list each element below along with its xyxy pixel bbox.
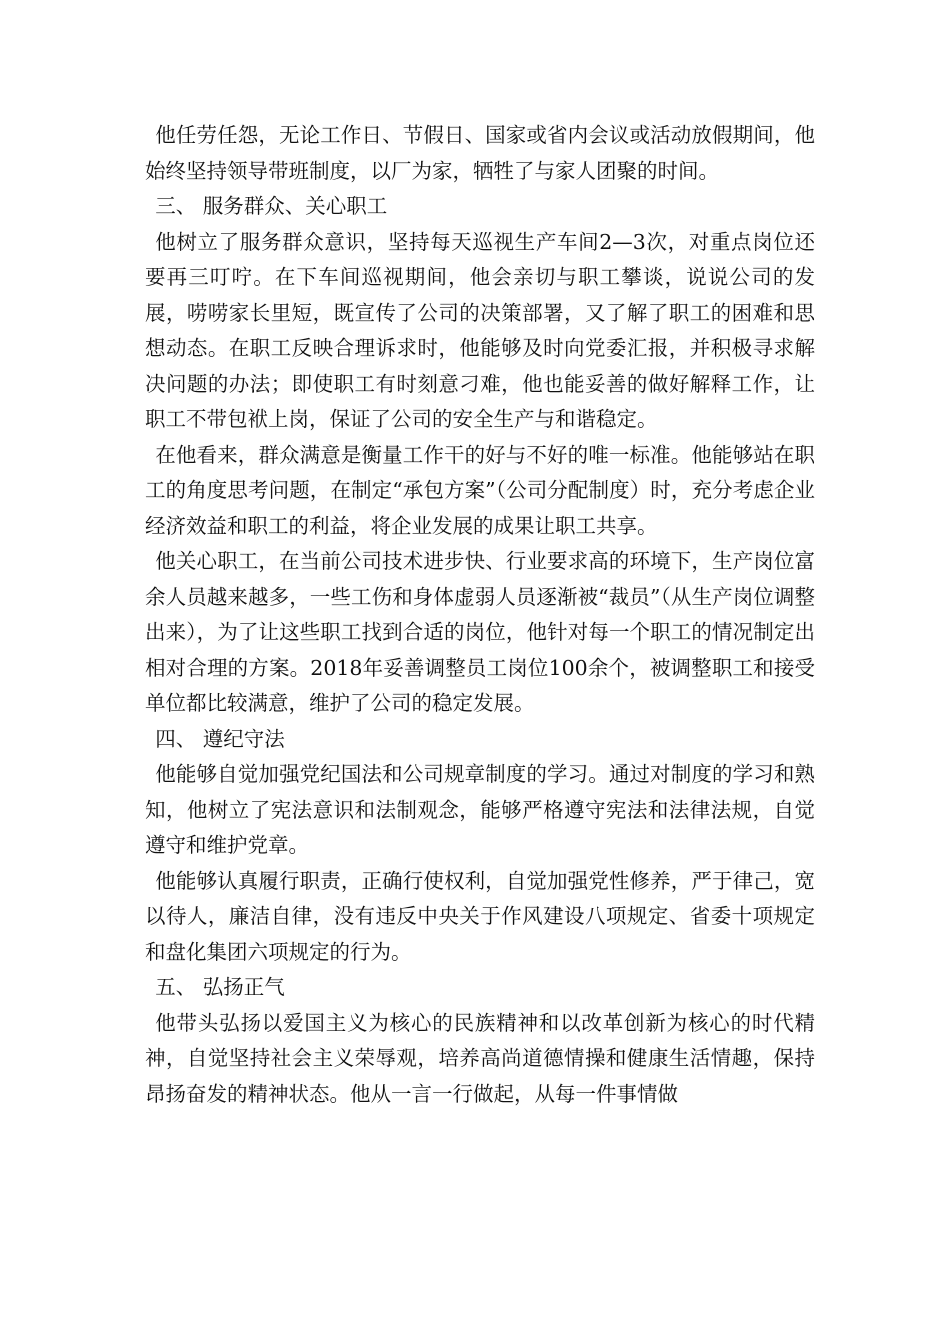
document-body (145, 118, 815, 1112)
paragraph-care-workers: 他关心职工，在当前公司技术进步快、行业要求高的环境下，生产岗位富余人员越来越多，一些工伤和身体虚弱人员逐渐被“裁员”（从生产岗位调整出来），为了让这些职工找到合适的岗位，他针对每一个职工的情况制定出相对合理的方案。2018年妥善调整员工岗位100余个，被调整职工和接受单位都比较满意，维护了公司的稳定发展。 (145, 549, 815, 715)
paragraph-satisfaction: 在他看来，群众满意是衡量工作干的好与不好的唯一标准。他能够站在职工的角度思考问题，在制定“承包方案”（公司分配制度）时，充分考虑企业经济效益和职工的利益，将企业发展的成果让职工共享。 (145, 442, 815, 538)
paragraph-duties: 他能够认真履行职责，正确行使权利，自觉加强党性修养，严于律己，宽以待人，廉洁自律，没有违反中央关于作风建设八项规定、省委十项规定和盘化集团六项规定的行为。 (145, 868, 815, 964)
paragraph-spirit: 他带头弘扬以爱国主义为核心的民族精神和以改革创新为核心的时代精神，自觉坚持社会主义荣辱观，培养高尚道德情操和健康生活情趣，保持昂扬奋发的精神状态。他从一言一行做起，从每一件事情做 (145, 1010, 815, 1106)
section-heading-righteousness: 五、 弘扬正气 (155, 975, 285, 999)
paragraph-overtime: 他任劳任怨，无论工作日、节假日、国家或省内会议或活动放假期间，他始终坚持领导带班制度，以厂为家，牺牲了与家人团聚的时间。 (145, 123, 815, 183)
paragraph-study-rules: 他能够自觉加强党纪国法和公司规章制度的学习。通过对制度的学习和熟知，他树立了宪法意识和法制观念，能够严格遵守宪法和法律法规，自觉遵守和维护党章。 (145, 762, 815, 857)
section-heading-law: 四、 遵纪守法 (155, 726, 285, 751)
paragraph-inspection: 他树立了服务群众意识，坚持每天巡视生产车间2—3次，对重点岗位还要再三叮咛。在下车间巡视期间，他会亲切与职工攀谈，说说公司的发展，唠唠家长里短，既宣传了公司的决策部署，又了解了职工的困难和思想动态。在职工反映合理诉求时，他能够及时向党委汇报，并积极寻求解决问题的办法；即使职工有时刻意刁难，他也能妥善的做好解释工作，让职工不带包袱上岗，保证了公司的安全生产与和谐稳定。 (145, 229, 815, 431)
section-heading-serve-masses: 三、 服务群众、关心职工 (155, 194, 388, 218)
